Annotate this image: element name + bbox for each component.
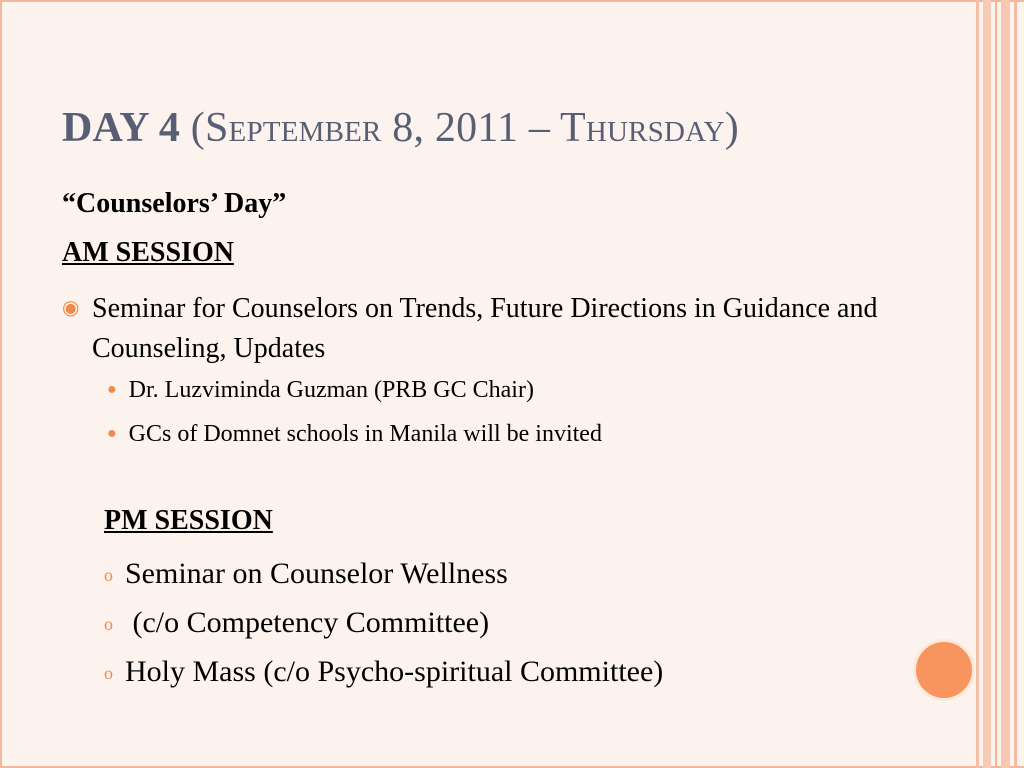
decorative-stripe	[1014, 0, 1017, 768]
list-item	[104, 606, 489, 640]
list-item	[107, 377, 534, 404]
decorative-stripe	[976, 0, 979, 768]
sub-bullet-text: GCs of Domnet schools in Manila will be invited	[128, 421, 602, 447]
pm-item-text: (c/o Competency Committee)	[125, 606, 490, 639]
decorative-stripe	[995, 0, 997, 768]
pm-item-text: Seminar on Counselor Wellness	[125, 557, 508, 590]
sub-bullet-text: Dr. Luzviminda Guzman (PRB GC Chair)	[128, 377, 534, 403]
hollow-circle-bullet-icon: o	[104, 565, 113, 585]
slide-title	[62, 104, 739, 152]
orange-circle-icon	[913, 639, 975, 701]
pm-session-heading: PM SESSION	[104, 505, 273, 536]
dot-bullet-icon: ●	[107, 425, 117, 442]
dot-bullet-icon: ●	[107, 381, 117, 398]
decorative-stripe	[983, 0, 991, 768]
am-session-heading: AM SESSION	[62, 237, 234, 268]
title-day: DAY 4	[62, 105, 181, 151]
decorative-stripe	[1001, 0, 1010, 768]
am-session-bullet	[62, 289, 892, 369]
slide-subtitle: “Counselors’ Day”	[62, 188, 287, 219]
list-item	[104, 557, 508, 591]
pm-item-text: Holy Mass (c/o Psycho-spiritual Committee)	[125, 655, 664, 688]
title-date: (September 8, 2011 – Thursday)	[190, 105, 739, 151]
ring-bullet-icon: ◉	[62, 297, 80, 319]
hollow-circle-bullet-icon: o	[104, 614, 113, 634]
am-session-bullet-text: Seminar for Counselors on Trends, Future Directions in Guidance and Counseling, Updates	[92, 293, 878, 364]
list-item	[104, 655, 663, 689]
list-item	[107, 421, 602, 448]
hollow-circle-bullet-icon: o	[104, 663, 113, 683]
